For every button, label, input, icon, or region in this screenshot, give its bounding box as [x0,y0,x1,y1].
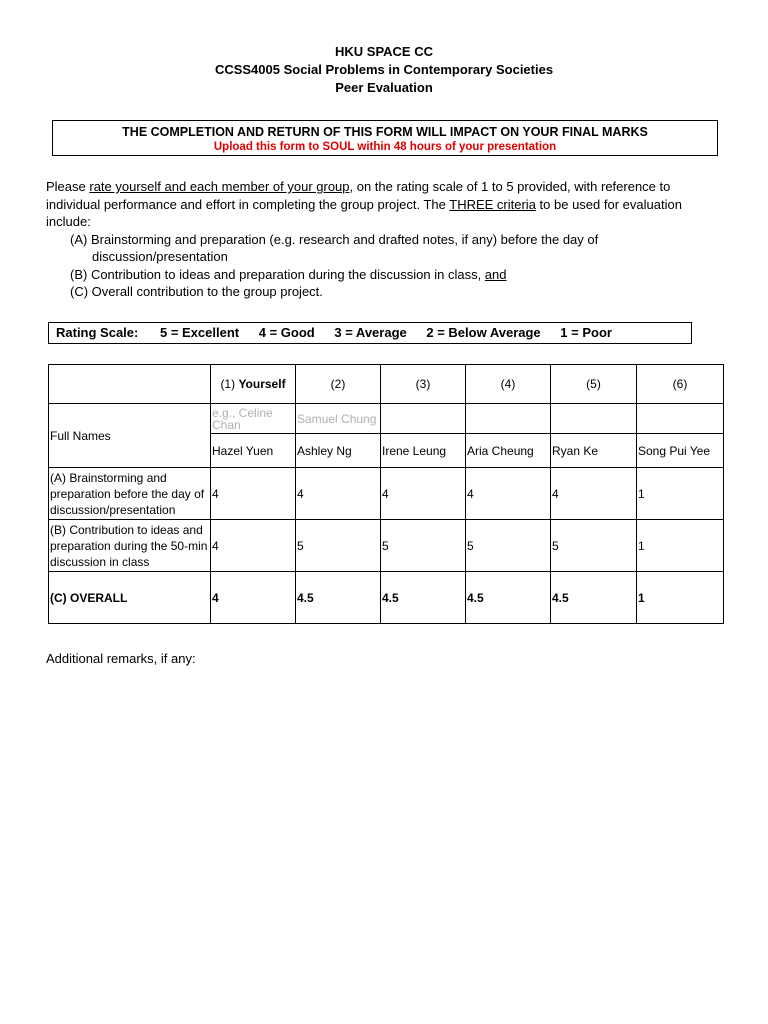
form-header [0,43,768,97]
score-cell[interactable]: 1 [637,468,724,520]
name-placeholder[interactable] [466,404,551,434]
criteria-list [46,231,726,301]
column-header-3: (3) [381,365,466,404]
overall-score-cell[interactable]: 4.5 [296,572,381,624]
score-cell[interactable]: 4 [296,468,381,520]
col-1-yourself: Yourself [238,377,286,391]
score-cell[interactable]: 5 [551,520,637,572]
notice-upload-text: Upload this form to SOUL within 48 hours of your presentation [213,141,557,153]
score-cell[interactable]: 5 [466,520,551,572]
instr-underlined-1: rate yourself and each member of your group [89,179,350,194]
header-empty-cell [49,365,211,404]
course-title: CCSS4005 Social Problems in Contemporary Societies [214,62,554,77]
score-cell[interactable]: 4 [211,520,296,572]
overall-score-cell[interactable]: 4.5 [551,572,637,624]
criterion-b [46,266,726,284]
score-cell[interactable]: 1 [637,520,724,572]
overall-score-cell[interactable]: 4.5 [466,572,551,624]
instructions-paragraph [46,178,726,231]
rating-item: 2 = Below Average [426,325,541,340]
criterion-a: (A) Brainstorming and preparation (e.g. research and drafted notes, if any) before the day of discussion/presentation [70,231,599,264]
overall-score-cell[interactable]: 4 [211,572,296,624]
criterion-b-and: and [484,266,507,282]
criterion-c: (C) Overall contribution to the group project. [70,284,323,299]
name-placeholder[interactable]: e.g., Celine Chan [211,404,296,434]
criterion-b-label: (B) Contribution to ideas and preparation during the 50-min discussion in class [49,520,211,572]
notice-main-text: THE COMPLETION AND RETURN OF THIS FORM WILL IMPACT ON YOUR FINAL MARKS [122,125,648,139]
column-header-5: (5) [551,365,637,404]
member-name[interactable]: Irene Leung [381,434,466,468]
overall-score-cell[interactable]: 1 [637,572,724,624]
column-header-6: (6) [637,365,724,404]
score-cell[interactable]: 4 [466,468,551,520]
rating-scale-label: Rating Scale: [56,325,139,340]
overall-row [49,572,724,624]
column-header-yourself [211,365,296,404]
name-placeholder[interactable]: Samuel Chung [296,404,381,434]
institution-name: HKU SPACE CC [335,44,433,59]
evaluation-table [48,364,724,624]
rating-item: 1 = Poor [560,325,612,340]
column-header-2: (2) [296,365,381,404]
rating-item: 3 = Average [334,325,407,340]
member-name[interactable]: Ryan Ke [551,434,637,468]
score-cell[interactable]: 4 [381,468,466,520]
instr-text-3: to be used for evaluation include: [46,196,682,229]
criterion-b-row [49,520,724,572]
rating-item: 5 = Excellent [159,325,240,340]
instr-text-1: Please [46,179,90,194]
column-header-4: (4) [466,365,551,404]
table-header-row [49,365,724,404]
score-cell[interactable]: 4 [551,468,637,520]
name-placeholder[interactable] [381,404,466,434]
criterion-b-text: (B) Contribution to ideas and preparation during the discussion in class, [70,266,485,282]
member-name[interactable]: Aria Cheung [466,434,551,468]
score-cell[interactable]: 5 [381,520,466,572]
overall-label: (C) OVERALL [49,572,211,624]
full-names-label: Full Names [49,404,211,468]
notice-box [52,120,718,156]
additional-remarks-label: Additional remarks, if any: [46,651,196,666]
name-placeholder-row [49,404,724,434]
instr-underlined-2: THREE criteria [449,196,536,212]
rating-item: 4 = Good [258,325,315,340]
form-title: Peer Evaluation [335,80,433,95]
name-placeholder[interactable] [551,404,637,434]
member-name[interactable]: Song Pui Yee [637,434,724,468]
score-cell[interactable]: 4 [211,468,296,520]
rating-scale-box [48,322,692,344]
criterion-a-row [49,468,724,520]
col-1-prefix: (1) [220,377,239,391]
member-name[interactable]: Hazel Yuen [211,434,296,468]
score-cell[interactable]: 5 [296,520,381,572]
instr-text-2: , on the rating scale of 1 to 5 provided, with reference to individual performance and effort in completing the group project. The [46,179,671,212]
overall-score-cell[interactable]: 4.5 [381,572,466,624]
name-placeholder[interactable] [637,404,724,434]
criterion-a-label: (A) Brainstorming and preparation before the day of discussion/presentation [49,468,211,520]
member-name[interactable]: Ashley Ng [296,434,381,468]
instructions [46,178,726,301]
